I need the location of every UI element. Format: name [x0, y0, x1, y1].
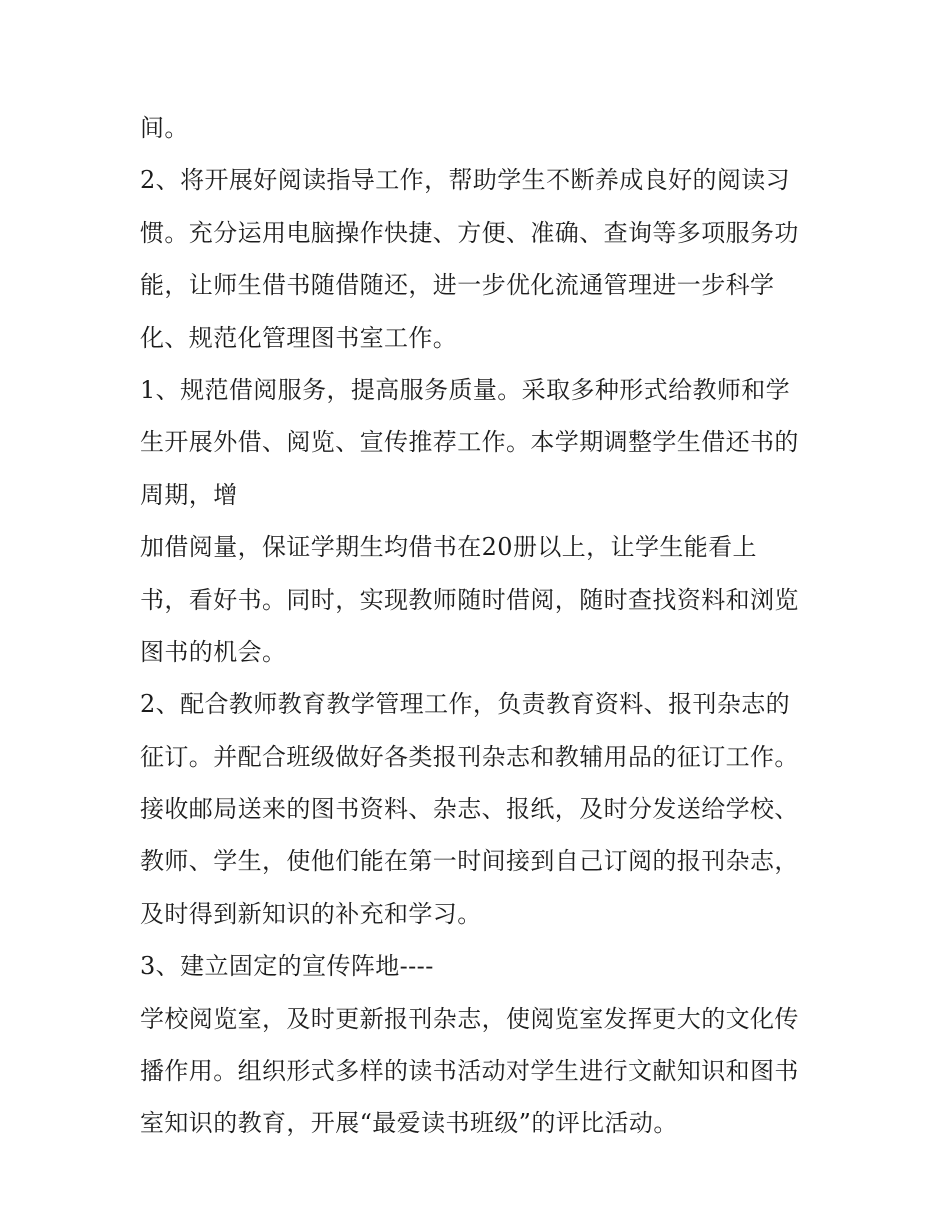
- text-line: 惯。充分运用电脑操作快捷、方便、准确、查询等多项服务功: [140, 218, 799, 247]
- text-line: 1、规范借阅服务，提高服务质量。采取多种形式给教师和学: [140, 375, 791, 404]
- text-line: 能，让师生借书随借随还，进一步优化流通管理进一步科学: [140, 271, 775, 300]
- text-line: 图书的机会。: [140, 637, 287, 666]
- text-line: 周期，增: [140, 480, 238, 509]
- text-line: 间。: [140, 114, 189, 142]
- text-line: 征订。并配合班级做好各类报刊杂志和教辅用品的征订工作。: [140, 742, 799, 771]
- text-line: 教师、学生，使他们能在第一时间接到自己订阅的报刊杂志，: [140, 847, 799, 876]
- text-line: 接收邮局送来的图书资料、杂志、报纸，及时分发送给学校、: [140, 795, 799, 824]
- text-line: 室知识的教育，开展“最爱读书班级”的评比活动。: [140, 1109, 678, 1138]
- text-line: 化、规范化管理图书室工作。: [140, 323, 458, 352]
- text-line: 学校阅览室，及时更新报刊杂志，使阅览室发挥更大的文化传: [140, 1004, 799, 1033]
- text-line: 及时得到新知识的补充和学习。: [140, 899, 482, 928]
- text-line: 书，看好书。同时，实现教师随时借阅，随时查找资料和浏览: [140, 585, 799, 614]
- text-line: 2、将开展好阅读指导工作，帮助学生不断养成良好的阅读习: [140, 166, 791, 195]
- text-line: 3、建立固定的宣传阵地----: [140, 952, 434, 981]
- text-line: 播作用。组织形式多样的读书活动对学生进行文献知识和图书: [140, 1057, 799, 1086]
- text-line: 生开展外借、阅览、宣传推荐工作。本学期调整学生借还书的: [140, 428, 799, 457]
- body-text: [140, 106, 820, 1154]
- text-line: 2、配合教师教育教学管理工作，负责教育资料、报刊杂志的: [140, 690, 791, 719]
- text-line: 加借阅量，保证学期生均借书在20册以上，让学生能看上: [140, 533, 757, 562]
